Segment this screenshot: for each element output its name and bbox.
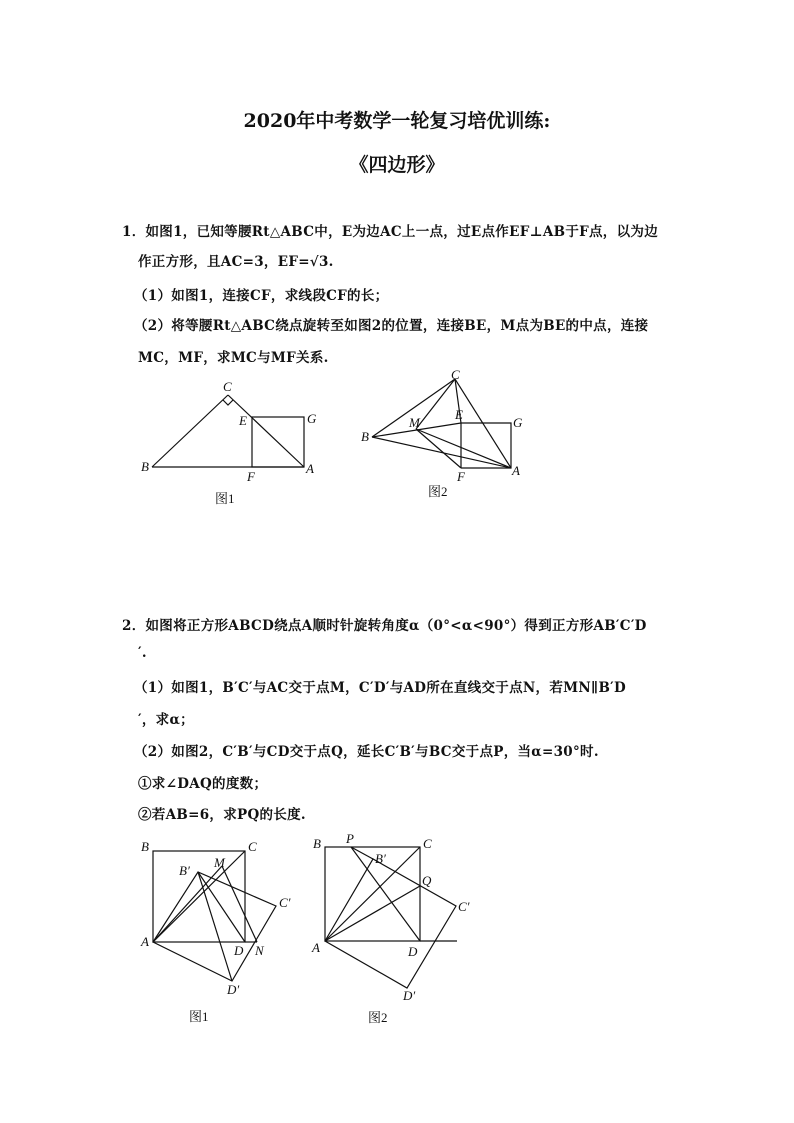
label-A: A <box>306 461 314 476</box>
problem1-line-2: 作正方形，且AC=3，EF=√3. <box>138 254 334 270</box>
label-G: G <box>513 415 523 430</box>
segment-MN <box>222 866 257 942</box>
segment-MA <box>416 429 511 468</box>
label-A: A <box>312 940 320 955</box>
label-G: G <box>307 411 317 426</box>
label-D: D <box>234 943 244 958</box>
problem1-line-3: （1）如图1，连接CF，求线段CF的长； <box>134 288 389 304</box>
problem1-figure-2 <box>355 365 545 505</box>
label-C-prime: C′ <box>279 895 291 910</box>
label-C: C <box>451 367 460 382</box>
label-Q: Q <box>422 873 432 888</box>
problem1-figure-1 <box>135 375 335 510</box>
label-B-prime: B′ <box>375 851 386 866</box>
label-B: B <box>141 459 149 474</box>
problem2-line-5: （2）如图2，C′B′与CD交于点Q，延长C′B′与BC交于点P，当α=30°时. <box>134 744 599 760</box>
problem2-figure-1 <box>135 835 305 1030</box>
figure-caption: 图2 <box>428 484 448 499</box>
figure-caption: 图1 <box>215 491 235 506</box>
label-B: B <box>141 839 149 854</box>
label-P: P <box>346 831 354 846</box>
segment-BC <box>152 395 228 467</box>
label-M: M <box>409 415 420 430</box>
label-D-prime: D′ <box>227 982 240 997</box>
label-B-prime: B′ <box>179 863 190 878</box>
square-sides <box>461 423 511 468</box>
label-E: E <box>239 413 247 428</box>
problem2-line-1: 2．如图将正方形ABCD绕点A顺时针旋转角度α（0°<α<90°）得到正方形AB′C′D <box>122 618 647 634</box>
label-A: A <box>512 463 520 478</box>
right-angle-mark <box>223 400 233 405</box>
segment-B1D1 <box>198 872 232 981</box>
problem2-line-4: ′，求α； <box>138 712 194 728</box>
label-C: C <box>248 839 257 854</box>
label-M: M <box>214 855 225 870</box>
label-F: F <box>457 469 465 484</box>
problem2-line-3: （1）如图1，B′C′与AC交于点M，C′D′与AD所在直线交于点N，若MN∥B′D <box>134 680 627 696</box>
figure-caption: 图1 <box>189 1009 209 1024</box>
square-AB1C1D1 <box>325 859 456 988</box>
label-D-prime: D′ <box>403 988 416 1003</box>
label-C: C <box>223 379 232 394</box>
label-N: N <box>255 943 264 958</box>
label-E: E <box>455 407 463 422</box>
label-C-prime: C′ <box>458 899 470 914</box>
label-A: A <box>141 934 149 949</box>
segment-CM <box>416 379 455 429</box>
label-B: B <box>313 836 321 851</box>
problem2-line-2: ′. <box>138 645 147 661</box>
problem2-figure-2 <box>305 830 480 1030</box>
label-F: F <box>247 469 255 484</box>
page-subtitle: 《四边形》 <box>349 154 445 176</box>
segment-PB1 <box>351 847 373 859</box>
problem1-line-1: 1．如图1，已知等腰Rt△ABC中，E为边AC上一点，过E点作EF⊥AB于F点，以为边 <box>122 224 659 240</box>
segment-CA <box>228 395 304 467</box>
figure-caption: 图2 <box>368 1010 388 1025</box>
page-title: 2020年中考数学一轮复习培优训练: <box>243 110 551 132</box>
diagonal-AC <box>153 851 245 942</box>
problem1-line-4: （2）将等腰Rt△ABC绕点旋转至如图2的位置，连接BE，M点为BE的中点，连接 <box>134 318 649 334</box>
problem2-line-6: ①求∠DAQ的度数； <box>138 776 268 792</box>
segment-BA <box>372 437 511 468</box>
problem1-line-5: MC，MF，求MC与MF关系. <box>138 350 329 366</box>
problem2-line-7: ②若AB=6，求PQ的长度. <box>138 807 306 823</box>
label-B: B <box>361 429 369 444</box>
label-C: C <box>423 836 432 851</box>
label-D: D <box>408 944 418 959</box>
